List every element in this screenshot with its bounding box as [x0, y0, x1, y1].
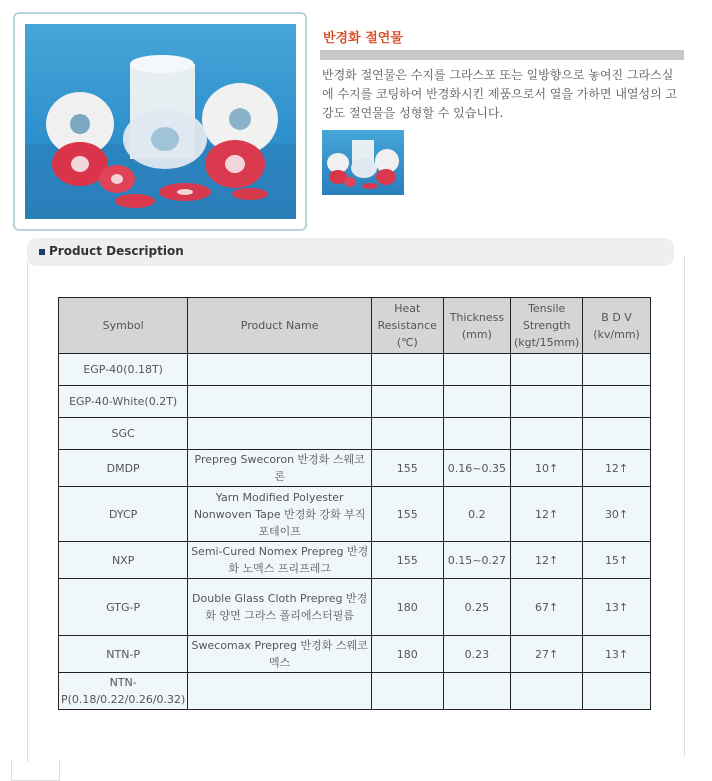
col-header-product-name: Product Name [188, 298, 372, 354]
cell-tensile: 27↑ [511, 636, 583, 673]
panel-border-left [27, 262, 28, 762]
cell-symbol: NTN-P(0.18/0.22/0.26/0.32) [59, 673, 188, 710]
product-description: 반경화 절연물은 수지를 그라스포 또는 일방향으로 놓여진 그라스실에 수지를 코팅하여 반경화시킨 제품으로서 열을 가하면 내열성의 고강도 절연물을 성형할 수 있습니다. [322, 68, 678, 120]
spec-table [58, 297, 651, 710]
cell-bdv: 12↑ [583, 450, 651, 487]
cell-tensile: 10↑ [511, 450, 583, 487]
product-description-header [27, 238, 674, 266]
panel-corner [11, 760, 60, 781]
table-row [59, 354, 651, 386]
product-thumbnail[interactable] [322, 130, 404, 195]
col-header-tensile-strength: Tensile Strength (kgt/15mm) [511, 298, 583, 354]
cell-product-name [188, 354, 372, 386]
cell-thickness [443, 673, 511, 710]
cell-bdv [583, 354, 651, 386]
cell-heat: 155 [372, 542, 444, 579]
cell-thickness: 0.2 [443, 487, 511, 542]
table-row [59, 673, 651, 710]
cell-product-name [188, 418, 372, 450]
cell-heat: 180 [372, 579, 444, 636]
cell-bdv: 15↑ [583, 542, 651, 579]
cell-thickness: 0.23 [443, 636, 511, 673]
table-row [59, 418, 651, 450]
cell-thickness: 0.15~0.27 [443, 542, 511, 579]
cell-tensile: 12↑ [511, 487, 583, 542]
cell-tensile: 12↑ [511, 542, 583, 579]
cell-bdv: 13↑ [583, 579, 651, 636]
cell-symbol: EGP-40-White(0.2T) [59, 386, 188, 418]
col-header-heat-resistance: Heat Resistance (℃) [372, 298, 444, 354]
col-header-bdv: B D V (kv/mm) [583, 298, 651, 354]
cell-heat [372, 386, 444, 418]
table-row [59, 579, 651, 636]
cell-tensile [511, 354, 583, 386]
cell-product-name [188, 386, 372, 418]
cell-thickness: 0.16~0.35 [443, 450, 511, 487]
cell-product-name [188, 673, 372, 710]
cell-tensile [511, 418, 583, 450]
cell-heat: 155 [372, 487, 444, 542]
cell-thickness [443, 386, 511, 418]
cell-bdv: 13↑ [583, 636, 651, 673]
tape-rolls-photo [25, 24, 296, 219]
cell-tensile [511, 673, 583, 710]
table-row [59, 636, 651, 673]
cell-product-name: Prepreg Swecoron 반경화 스웨코론 [188, 450, 372, 487]
table-row [59, 487, 651, 542]
cell-bdv: 30↑ [583, 487, 651, 542]
cell-symbol: NTN-P [59, 636, 188, 673]
cell-heat [372, 673, 444, 710]
cell-heat [372, 418, 444, 450]
table-row [59, 450, 651, 487]
table-row [59, 542, 651, 579]
cell-symbol: NXP [59, 542, 188, 579]
cell-symbol: GTG-P [59, 579, 188, 636]
square-bullet-icon [39, 249, 45, 255]
cell-symbol: DMDP [59, 450, 188, 487]
cell-symbol: SGC [59, 418, 188, 450]
cell-heat [372, 354, 444, 386]
cell-symbol: EGP-40(0.18T) [59, 354, 188, 386]
cell-heat: 180 [372, 636, 444, 673]
col-header-symbol: Symbol [59, 298, 188, 354]
product-title: 반경화 절연물 [323, 31, 403, 46]
table-header-row [59, 298, 651, 354]
cell-product-name: Double Glass Cloth Prepreg 반경화 양면 그라스 폴리에스터필름 [188, 579, 372, 636]
cell-thickness [443, 354, 511, 386]
cell-bdv [583, 418, 651, 450]
cell-product-name: Semi-Cured Nomex Prepreg 반경화 노멕스 프리프레그 [188, 542, 372, 579]
cell-product-name: Swecomax Prepreg 반경화 스웨코멕스 [188, 636, 372, 673]
cell-heat: 155 [372, 450, 444, 487]
cell-bdv [583, 386, 651, 418]
thumbnail-photo [322, 130, 404, 195]
cell-tensile: 67↑ [511, 579, 583, 636]
cell-thickness: 0.25 [443, 579, 511, 636]
table-row [59, 386, 651, 418]
panel-border-right [684, 256, 685, 756]
cell-symbol: DYCP [59, 487, 188, 542]
cell-bdv [583, 673, 651, 710]
panel-heading: Product Description [49, 244, 184, 258]
col-header-thickness: Thickness (mm) [443, 298, 511, 354]
product-photo[interactable] [25, 24, 296, 219]
cell-tensile [511, 386, 583, 418]
title-divider [320, 50, 684, 60]
product-photo-frame [13, 12, 307, 231]
cell-product-name: Yarn Modified Polyester Nonwoven Tape 반경화 강화 부직포테이프 [188, 487, 372, 542]
cell-thickness [443, 418, 511, 450]
